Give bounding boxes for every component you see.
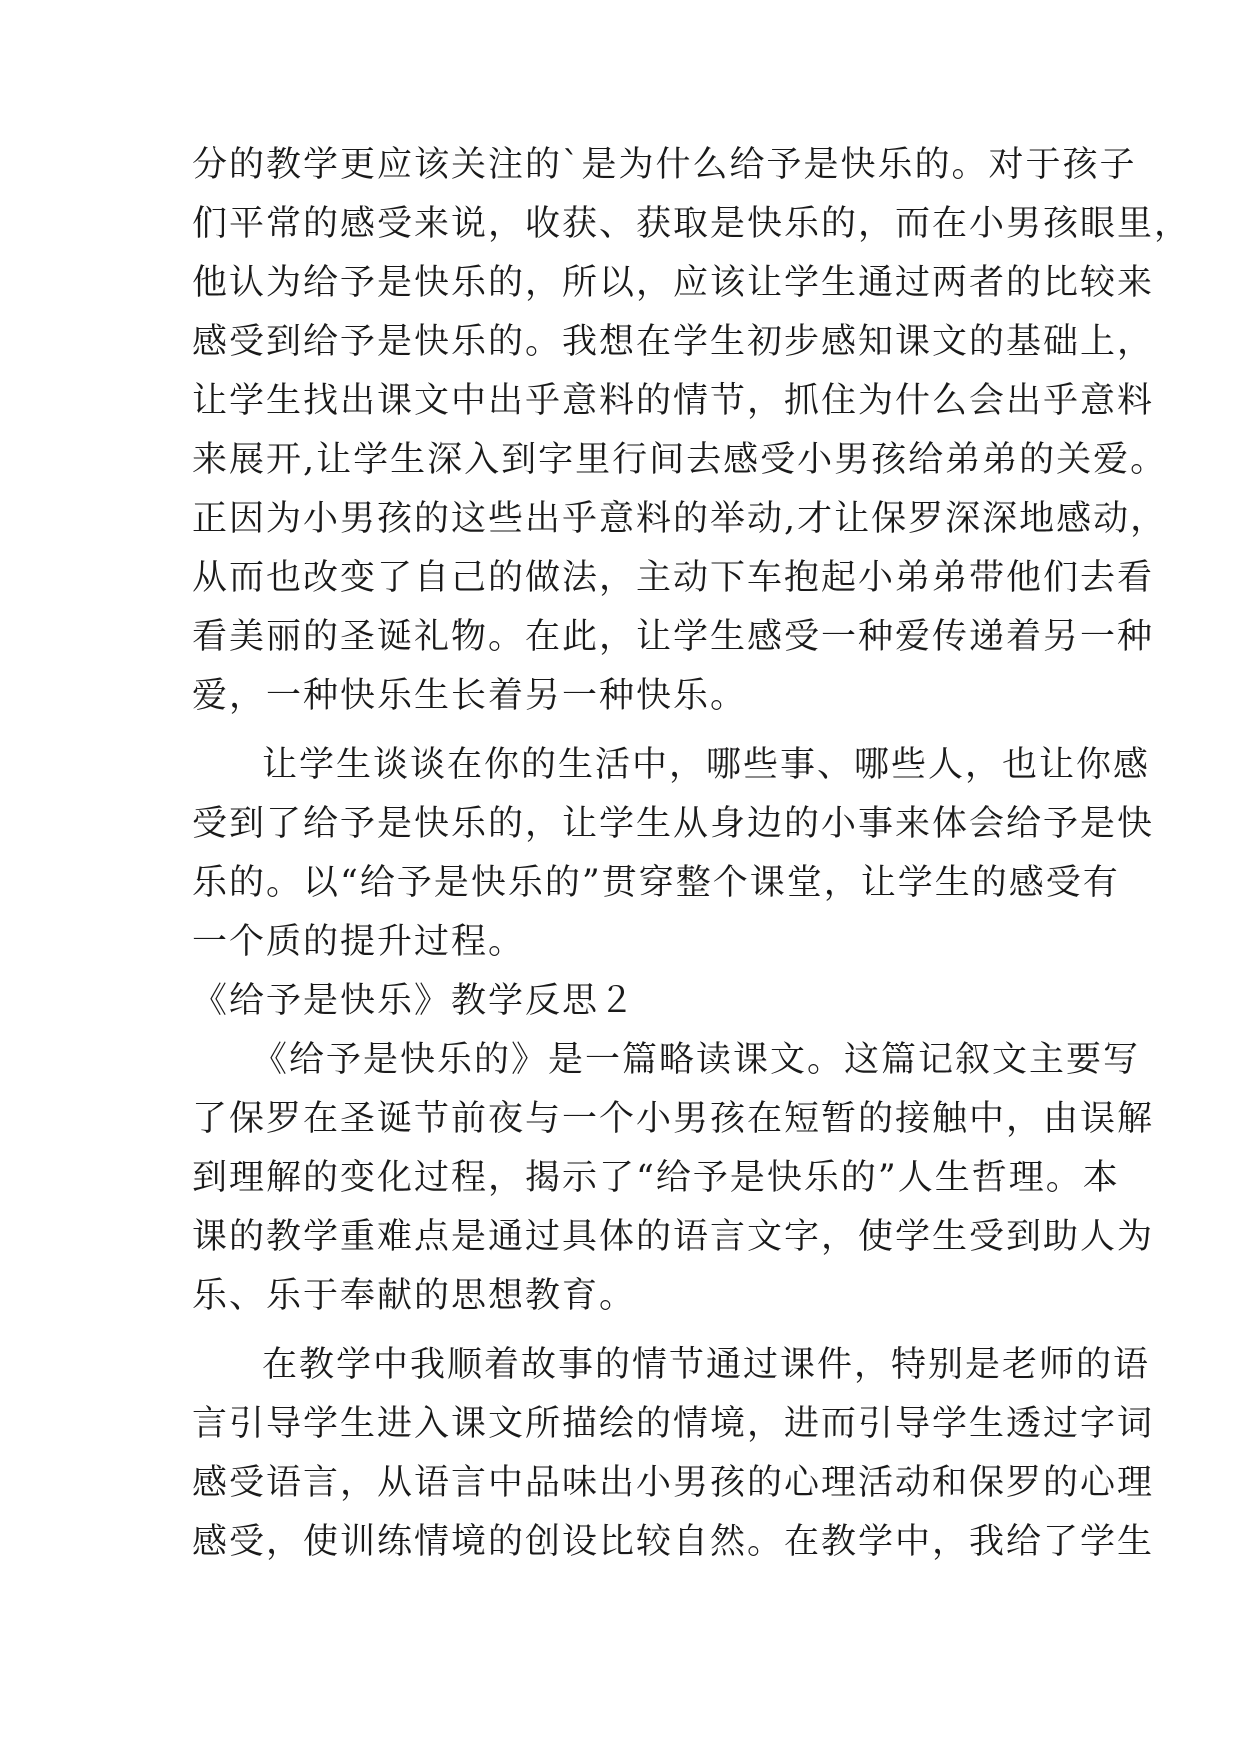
text-line: 爱，一种快乐生长着另一种快乐。 [192, 676, 748, 716]
text-line: 正因为小男孩的这些出乎意料的举动,才让保罗深深地感动， [192, 499, 1168, 539]
text-line: 了保罗在圣诞节前夜与一个小男孩在短暂的接触中，由误解 [192, 1099, 1155, 1139]
text-line: 来展开,让学生深入到字里行间去感受小男孩给弟弟的关爱。 [192, 440, 1168, 480]
paragraph-first-line: 让学生谈谈在你的生活中，哪些事、哪些人，也让你感 [262, 745, 1151, 785]
text-line: 感受，使训练情境的创设比较自然。在教学中，我给了学生 [192, 1522, 1155, 1562]
text-line: 看美丽的圣诞礼物。在此，让学生感受一种爱传递着另一种 [192, 617, 1155, 657]
text-line: 们平常的感受来说，收获、获取是快乐的，而在小男孩眼里， [192, 204, 1192, 244]
text-line: 让学生找出课文中出乎意料的情节，抓住为什么会出乎意料 [192, 381, 1155, 421]
paragraph-first-line: 在教学中我顺着故事的情节通过课件，特别是老师的语 [262, 1345, 1151, 1385]
text-line: 分的教学更应该关注的`是为什么给予是快乐的。对于孩子 [192, 145, 1137, 185]
paragraph-first-line: 《给予是快乐的》是一篇略读课文。这篇记叙文主要写 [252, 1040, 1141, 1080]
text-line: 一个质的提升过程。 [192, 922, 526, 962]
section-heading: 《给予是快乐》教学反思２ [192, 981, 637, 1021]
text-line: 课的教学重难点是通过具体的语言文字，使学生受到助人为 [192, 1217, 1155, 1257]
document-page [192, 0, 1192, 1754]
text-line: 他认为给予是快乐的，所以，应该让学生通过两者的比较来 [192, 263, 1155, 303]
text-line: 言引导学生进入课文所描绘的情境，进而引导学生透过字词 [192, 1404, 1155, 1444]
text-line: 乐的。以“给予是快乐的”贯穿整个课堂，让学生的感受有 [192, 863, 1120, 903]
text-line: 从而也改变了自己的做法，主动下车抱起小弟弟带他们去看 [192, 558, 1155, 598]
text-line: 感受到给予是快乐的。我想在学生初步感知课文的基础上， [192, 322, 1155, 362]
text-line: 受到了给予是快乐的，让学生从身边的小事来体会给予是快 [192, 804, 1155, 844]
text-line: 感受语言，从语言中品味出小男孩的心理活动和保罗的心理 [192, 1463, 1155, 1503]
text-line: 乐、乐于奉献的思想教育。 [192, 1276, 637, 1316]
text-line: 到理解的变化过程，揭示了“给予是快乐的”人生哲理。本 [192, 1158, 1120, 1198]
